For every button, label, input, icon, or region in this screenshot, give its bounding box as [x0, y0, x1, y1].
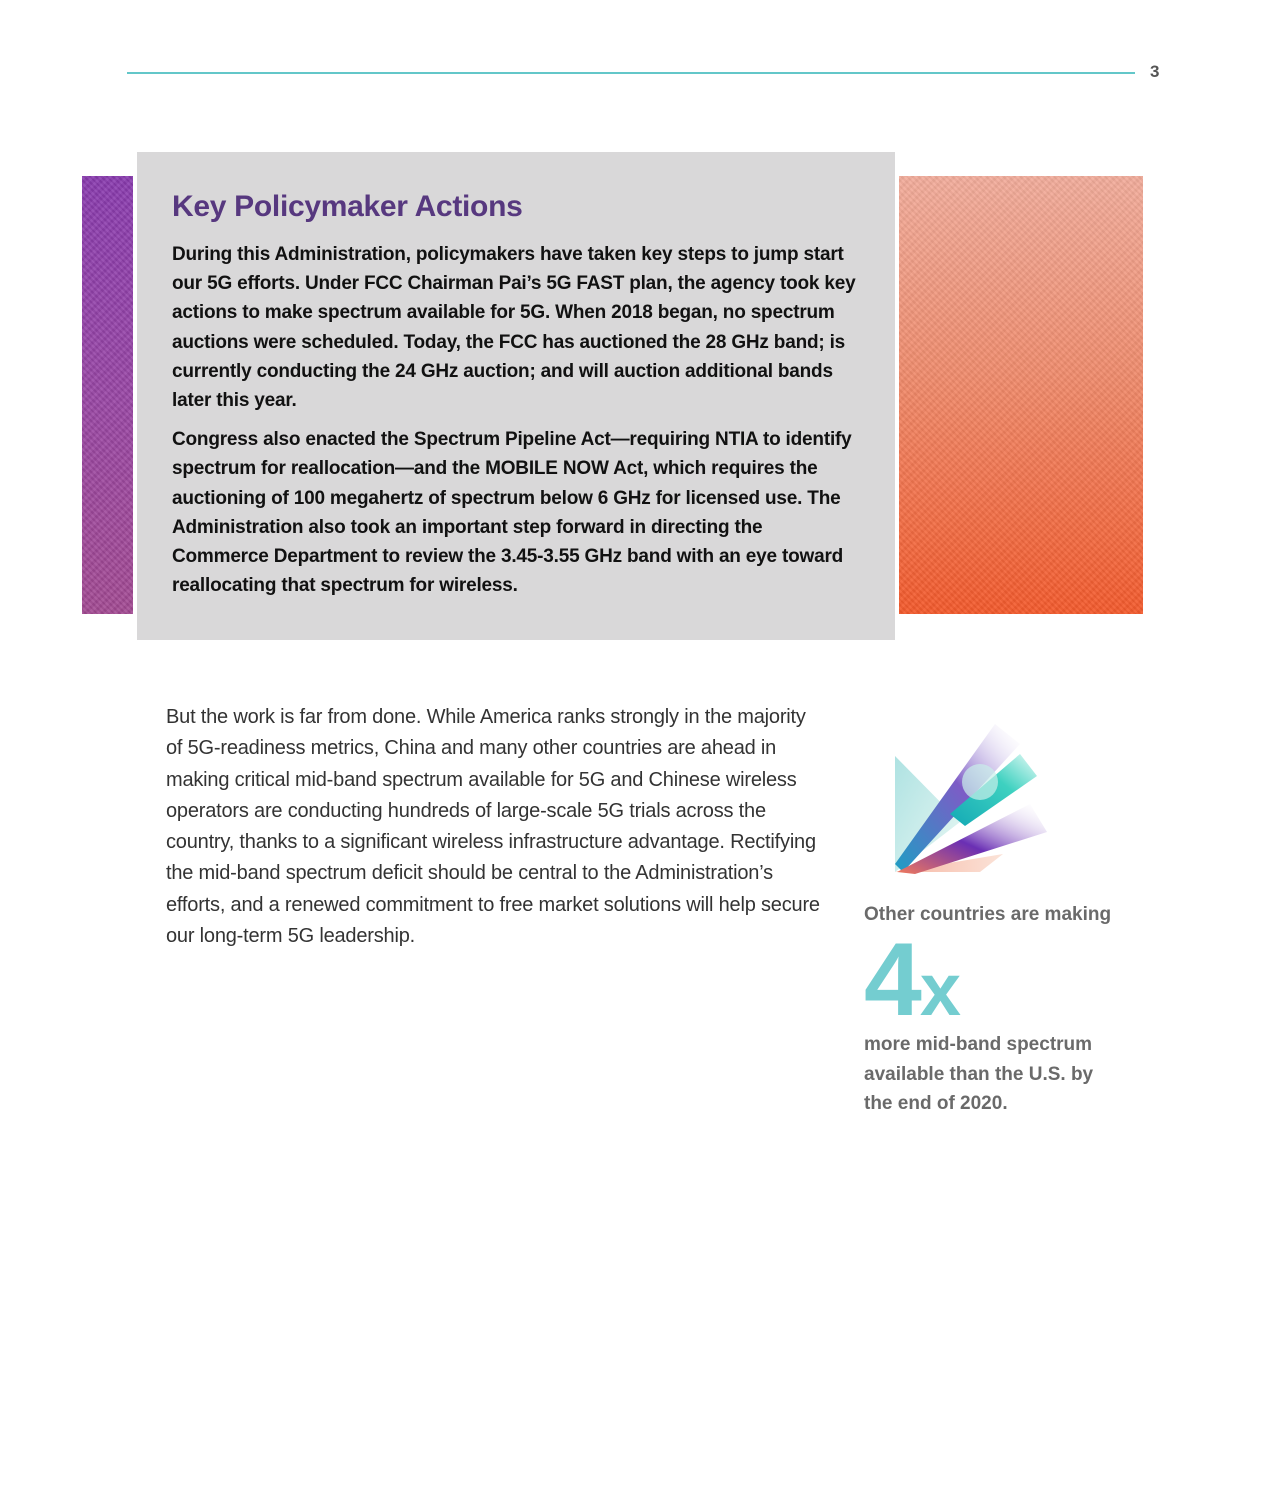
right-decorative-strip: [899, 176, 1143, 614]
left-decorative-strip: [82, 176, 133, 614]
callout-title: Key Policymaker Actions: [172, 190, 523, 223]
callout-paragraph: During this Administration, policymakers have taken key steps to jump start our 5G efforts. Under FCC Chairman Pai’s 5G FAST plan, the agency took key actions to make spectrum available for 5G. When 2018 began, no spectrum auctions were scheduled. Today, the FCC has auctioned the 28 GHz band; is currently conducting the 24 GHz auction; and will auction additional bands later this year.: [172, 244, 856, 412]
stat-callout: [864, 900, 1134, 1119]
body-paragraph: But the work is far from done. While America ranks strongly in the majority of 5G-readiness metrics, China and many other countries are ahead in making critical mid-band spectrum available for 5G and Chinese wireless operators are conducting hundreds of large-scale 5G trials across the country, thanks to a significant wireless infrastructure advantage. Rectifying the mid-band spectrum deficit should be central to the Administration’s efforts, and a renewed commitment to free market solutions will help secure our long-term 5G leadership.: [166, 706, 820, 948]
spectrum-rays-graphic: [885, 714, 1055, 879]
page-number: 3: [1150, 62, 1160, 81]
stat-number-value: 4: [864, 922, 920, 1038]
callout-body: [172, 240, 862, 610]
stat-description: more mid-band spectrum available than the U.S. by the end of 2020.: [864, 1034, 1094, 1114]
callout-box: [137, 152, 895, 640]
stat-number-suffix: x: [919, 948, 959, 1031]
callout-paragraph: Congress also enacted the Spectrum Pipeline Act—requiring NTIA to identify spectrum for reallocation—and the MOBILE NOW Act, which requires the auctioning of 100 megahertz of spectrum below 6 GHz for licensed use. The Administration also took an important step forward in directing the Commerce Department to review the 3.45-3.55 GHz band with an eye toward reallocating that spectrum for wireless.: [172, 429, 852, 597]
spectrum-rays-icon: [885, 714, 1055, 879]
stat-number: [864, 922, 1134, 1038]
stat-intro: Other countries are making: [864, 904, 1112, 925]
header-rule: [127, 72, 1135, 74]
